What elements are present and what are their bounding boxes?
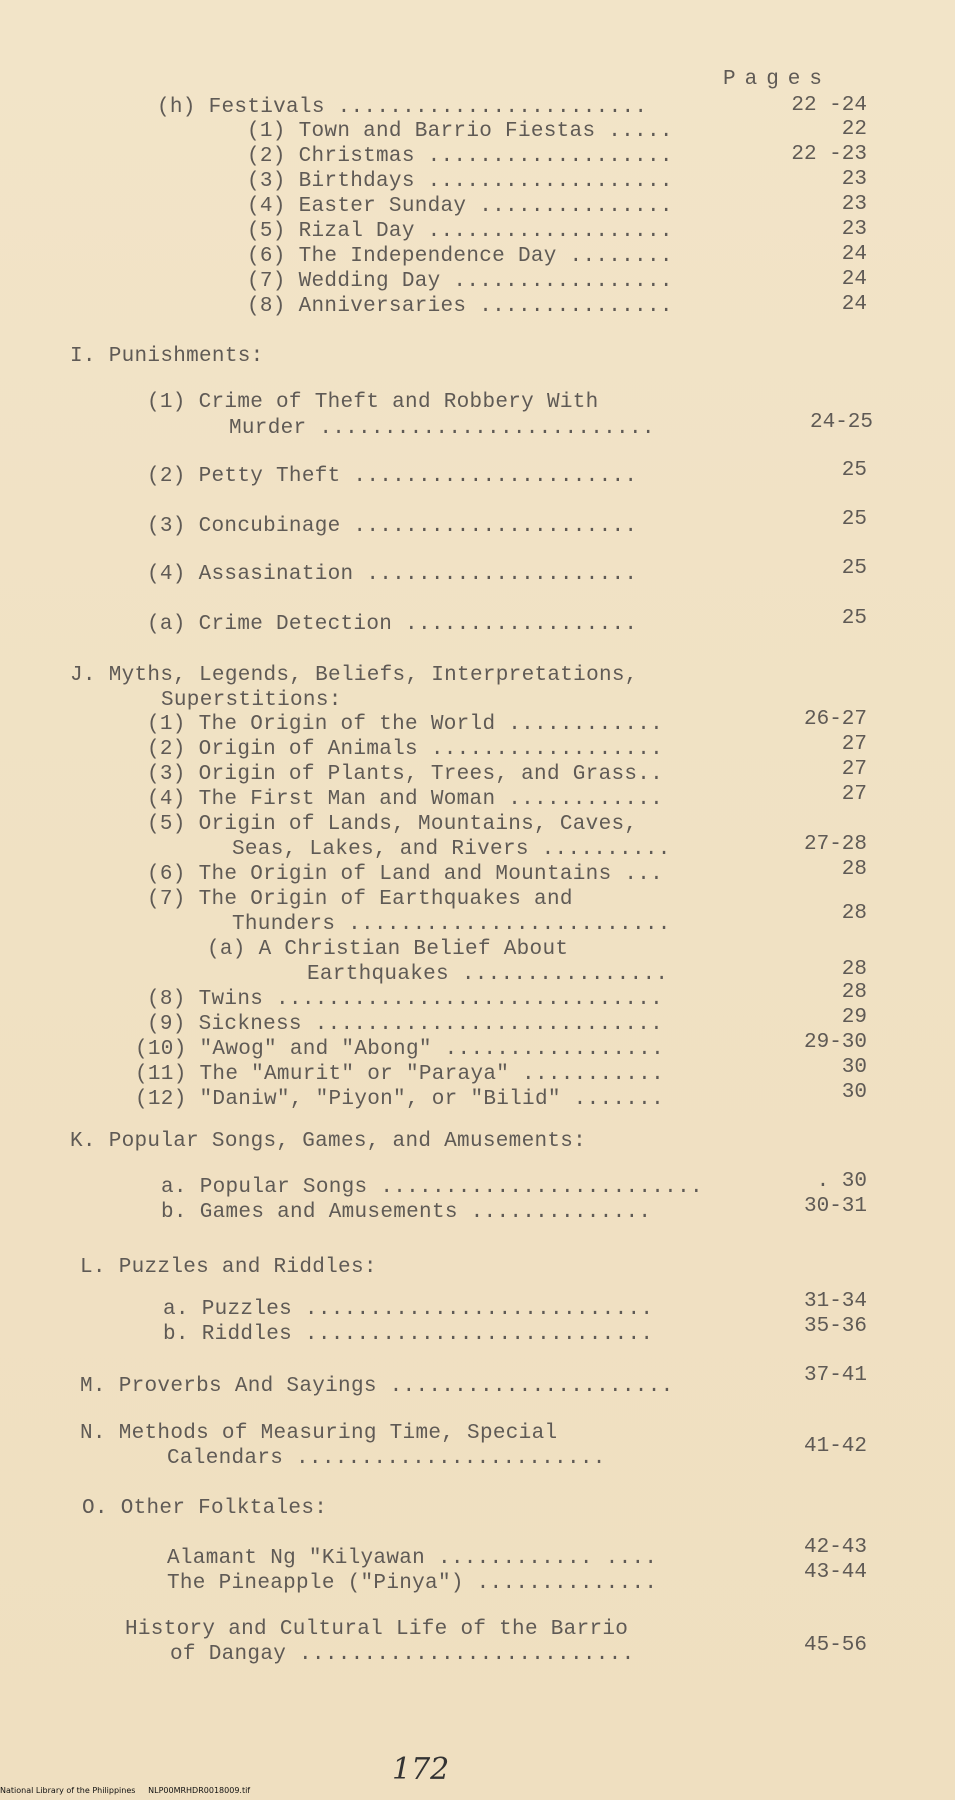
toc-pages: 24 <box>841 293 867 316</box>
toc-entry: (5) Rizal Day ................... <box>247 220 673 243</box>
archive-footer: National Library of the Philippines NLP00MRHDR0018009.tif <box>0 1786 251 1795</box>
toc-entry: (8) Twins .............................. <box>147 988 664 1011</box>
toc-pages: 25 <box>841 607 867 630</box>
toc-entry-cont: Seas, Lakes, and Rivers .......... <box>232 838 671 861</box>
toc-entry: a. Puzzles ........................... <box>163 1298 654 1321</box>
toc-pages: 23 <box>841 193 867 216</box>
toc-pages: 22 -23 <box>791 143 867 166</box>
toc-entry: (3) Origin of Plants, Trees, and Grass.. <box>147 763 664 786</box>
toc-pages: 23 <box>841 168 867 191</box>
toc-entry: (1) The Origin of the World ............ <box>147 713 664 736</box>
toc-entry: (7) The Origin of Earthquakes and <box>147 888 573 911</box>
toc-entry: a. Popular Songs ......................... <box>161 1176 703 1199</box>
toc-entry: (3) Concubinage ...................... <box>147 515 638 538</box>
toc-entry: (2) Petty Theft ...................... <box>147 465 638 488</box>
toc-entry: Alamant Ng "Kilyawan ............ .... <box>167 1547 658 1570</box>
toc-pages: 22 <box>841 118 867 141</box>
toc-pages: 24 <box>841 243 867 266</box>
toc-entry: (11) The "Amurit" or "Paraya" ........... <box>135 1063 664 1086</box>
toc-pages: 35-36 <box>803 1315 867 1338</box>
toc-entry-cont: Calendars ........................ <box>167 1447 606 1470</box>
festivals-title: (h) Festivals ........................ <box>157 96 648 119</box>
toc-entry: b. Riddles ........................... <box>163 1323 654 1346</box>
toc-pages: 41-42 <box>803 1435 867 1458</box>
toc-pages: 25 <box>841 459 867 482</box>
myths-title-cont: Superstitions: <box>161 689 342 712</box>
toc-pages: 27 <box>841 783 867 806</box>
toc-entry: N. Methods of Measuring Time, Special <box>80 1422 558 1445</box>
toc-pages: 29 <box>841 1006 867 1029</box>
toc-entry: (10) "Awog" and "Abong" ................. <box>135 1038 664 1061</box>
toc-pages: 28 <box>841 958 867 981</box>
toc-pages: 30 <box>841 1081 867 1104</box>
toc-entry: (1) Town and Barrio Fiestas ..... <box>247 120 673 143</box>
puzzles-title: L. Puzzles and Riddles: <box>80 1256 377 1279</box>
toc-pages: 27-28 <box>803 833 867 856</box>
handwritten-page-number: 172 <box>392 1752 450 1787</box>
toc-entry: (4) Easter Sunday ............... <box>247 195 673 218</box>
toc-entry: b. Games and Amusements .............. <box>161 1201 652 1224</box>
toc-pages: 37-41 <box>803 1364 867 1387</box>
toc-entry: (12) "Daniw", "Piyon", or "Bilid" ....... <box>135 1088 664 1111</box>
toc-pages: 26-27 <box>803 708 867 731</box>
toc-entry-cont: Murder .......................... <box>229 417 655 440</box>
songs-title: K. Popular Songs, Games, and Amusements: <box>70 1130 587 1153</box>
toc-pages: 30 <box>841 1056 867 1079</box>
folktales-title: O. Other Folktales: <box>82 1497 328 1520</box>
toc-entry: (7) Wedding Day ................. <box>247 270 673 293</box>
toc-entry: (4) The First Man and Woman ............ <box>147 788 664 811</box>
toc-entry: (6) The Independence Day ........ <box>247 245 673 268</box>
toc-pages: 25 <box>841 508 867 531</box>
toc-pages: 42-43 <box>803 1536 867 1559</box>
toc-pages: 45-56 <box>803 1634 867 1657</box>
toc-pages: 31-34 <box>803 1290 867 1313</box>
punishments-title: I. Punishments: <box>70 345 264 368</box>
toc-pages: 23 <box>841 218 867 241</box>
toc-entry-cont: Earthquakes ................ <box>307 963 669 986</box>
toc-entry: (a) A Christian Belief About <box>207 938 569 961</box>
myths-title: J. Myths, Legends, Beliefs, Interpretations, <box>70 664 638 687</box>
toc-entry: (3) Birthdays ................... <box>247 170 673 193</box>
toc-pages: 24-25 <box>809 411 873 434</box>
toc-entry: (2) Christmas ................... <box>247 145 673 168</box>
toc-pages: 27 <box>841 733 867 756</box>
toc-entry: (6) The Origin of Land and Mountains ... <box>147 863 664 886</box>
toc-pages: 28 <box>841 902 867 925</box>
toc-entry: (8) Anniversaries ............... <box>247 295 673 318</box>
toc-pages: 30-31 <box>803 1195 867 1218</box>
toc-entry: (a) Crime Detection .................. <box>147 613 638 636</box>
toc-entry: (1) Crime of Theft and Robbery With <box>147 391 599 414</box>
toc-entry: The Pineapple ("Pinya") .............. <box>167 1572 658 1595</box>
toc-pages: 24 <box>841 268 867 291</box>
toc-entry: M. Proverbs And Sayings ...................... <box>80 1375 674 1398</box>
toc-entry-cont: of Dangay .......................... <box>170 1643 635 1666</box>
toc-entry: History and Cultural Life of the Barrio <box>125 1618 629 1641</box>
toc-pages: 43-44 <box>803 1561 867 1584</box>
toc-entry: (5) Origin of Lands, Mountains, Caves, <box>147 813 638 836</box>
toc-pages: 25 <box>841 557 867 580</box>
festivals-pages: 22 -24 <box>791 94 867 117</box>
toc-entry: (9) Sickness ........................... <box>147 1013 664 1036</box>
toc-entry-cont: Thunders ......................... <box>232 913 671 936</box>
toc-pages: 28 <box>841 981 867 1004</box>
toc-pages: 27 <box>841 758 867 781</box>
toc-pages: 29-30 <box>803 1031 867 1054</box>
toc-pages: 28 <box>841 858 867 881</box>
pages-header: Pages <box>723 68 832 91</box>
toc-entry: (4) Assasination ..................... <box>147 563 638 586</box>
toc-pages: . 30 <box>816 1170 867 1193</box>
toc-entry: (2) Origin of Animals .................. <box>147 738 664 761</box>
